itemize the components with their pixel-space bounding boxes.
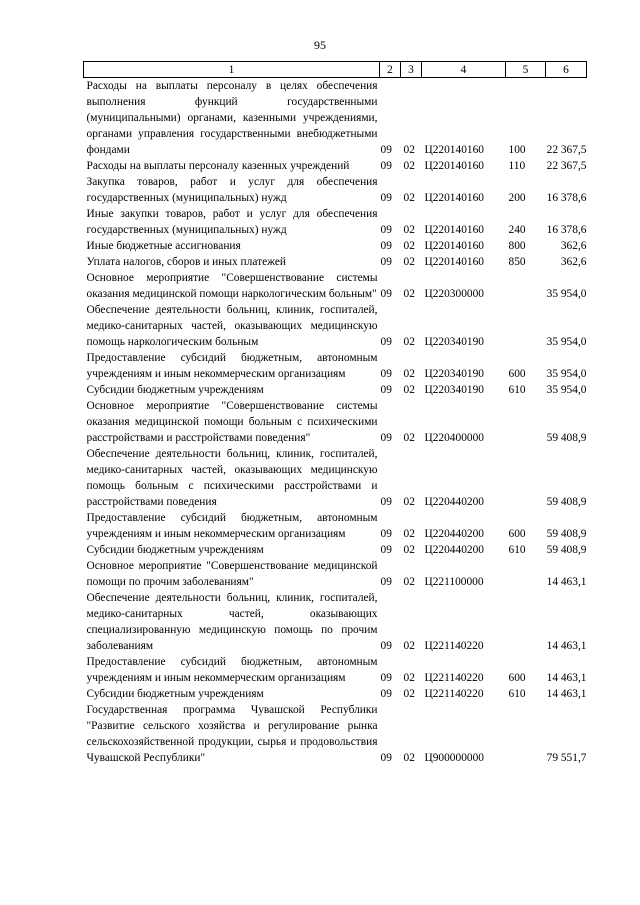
row-amount: 362,6: [560, 256, 587, 268]
row-amount: 59 408,9: [546, 528, 587, 540]
row-amount: 79 551,7: [546, 752, 587, 764]
row-name: Субсидии бюджетным учреждениям: [86, 544, 264, 556]
row-target-code: Ц220140160: [424, 144, 484, 156]
row-amount: 16 378,6: [546, 224, 587, 236]
header-row: [84, 62, 587, 78]
table-row: [84, 446, 587, 510]
row-section: 09: [380, 640, 392, 652]
row-target-code: Ц220300000: [424, 288, 484, 300]
table-row: [84, 174, 587, 206]
row-amount: 14 463,1: [546, 640, 587, 652]
row-expense-type: [506, 558, 546, 590]
row-section: 09: [380, 144, 392, 156]
row-subsection: 02: [403, 752, 415, 764]
row-name: Основное мероприятие "Совершенствование медицинской помощи по прочим заболеваниям": [86, 560, 378, 588]
row-section: 09: [380, 528, 392, 540]
row-subsection: 02: [403, 640, 415, 652]
row-section: 09: [380, 384, 392, 396]
row-expense-type: 610: [508, 544, 526, 556]
row-subsection: 02: [403, 432, 415, 444]
row-target-code: Ц221100000: [424, 576, 484, 588]
table-row: [84, 254, 587, 270]
table-row: [84, 542, 587, 558]
row-expense-type: [506, 302, 546, 350]
row-subsection: 02: [403, 256, 415, 268]
table-row: [84, 702, 587, 766]
row-subsection: 02: [403, 288, 415, 300]
row-target-code: Ц220340190: [424, 336, 484, 348]
row-target-code: Ц220400000: [424, 432, 484, 444]
row-amount: 362,6: [560, 240, 587, 252]
row-target-code: Ц220140160: [424, 192, 484, 204]
row-name: Закупка товаров, работ и услуг для обеспечения государственных (муниципальных) нужд: [86, 176, 378, 204]
row-target-code: Ц221140220: [424, 640, 484, 652]
row-expense-type: [506, 270, 546, 302]
table-row: [84, 302, 587, 350]
row-expense-type: 800: [508, 240, 526, 252]
row-amount: 22 367,5: [546, 144, 587, 156]
row-section: 09: [380, 160, 392, 172]
row-name: Государственная программа Чувашской Республики "Развитие сельского хозяйства и регулирование рынка сельскохозяйственной продукции, сырья и продовольствия Чувашской Республики": [86, 704, 378, 764]
row-expense-type: 600: [508, 672, 526, 684]
table-row: [84, 510, 587, 542]
table-body: [84, 78, 587, 767]
row-section: 09: [380, 368, 392, 380]
row-section: 09: [380, 256, 392, 268]
row-section: 09: [380, 432, 392, 444]
row-target-code: Ц220440200: [424, 496, 484, 508]
row-expense-type: [506, 702, 546, 766]
row-amount: 35 954,0: [546, 288, 587, 300]
row-target-code: Ц220440200: [424, 544, 484, 556]
row-expense-type: 100: [508, 144, 526, 156]
row-section: 09: [380, 224, 392, 236]
row-expense-type: [506, 446, 546, 510]
row-target-code: Ц221140220: [424, 688, 484, 700]
row-target-code: Ц220340190: [424, 368, 484, 380]
row-name: Иные бюджетные ассигнования: [86, 240, 241, 252]
row-section: 09: [380, 672, 392, 684]
header-col-4: 4: [422, 62, 506, 78]
row-amount: 16 378,6: [546, 192, 587, 204]
budget-table: [83, 61, 587, 766]
row-subsection: 02: [403, 224, 415, 236]
table-row: [84, 350, 587, 382]
table-row: [84, 158, 587, 174]
row-section: 09: [380, 496, 392, 508]
row-expense-type: 600: [508, 368, 526, 380]
row-name: Основное мероприятие "Совершенствование системы оказания медицинской помощи больным с психическими расстройствами и расстройствами поведения": [86, 400, 378, 444]
header-col-6: 6: [546, 62, 587, 78]
row-target-code: Ц900000000: [424, 752, 484, 764]
row-section: 09: [380, 576, 392, 588]
header-col-5: 5: [506, 62, 546, 78]
row-target-code: Ц220140160: [424, 224, 484, 236]
row-expense-type: 240: [508, 224, 526, 236]
row-name: Иные закупки товаров, работ и услуг для обеспечения государственных (муниципальных) нужд: [86, 208, 378, 236]
table-row: [84, 654, 587, 686]
row-target-code: Ц220140160: [424, 256, 484, 268]
row-subsection: 02: [403, 688, 415, 700]
row-name: Предоставление субсидий бюджетным, автономным учреждениям и иным некоммерческим организациям: [86, 352, 378, 380]
row-name: Субсидии бюджетным учреждениям: [86, 384, 264, 396]
row-subsection: 02: [403, 160, 415, 172]
row-name: Расходы на выплаты персоналу в целях обеспечения выполнения функций государственными (муниципальными) органами, казенными учреждениями, органами управления государственными внебюджетными фондами: [86, 80, 378, 156]
table-row: [84, 686, 587, 702]
row-subsection: 02: [403, 672, 415, 684]
table-row: [84, 270, 587, 302]
row-subsection: 02: [403, 336, 415, 348]
row-subsection: 02: [403, 496, 415, 508]
row-amount: 14 463,1: [546, 688, 587, 700]
row-subsection: 02: [403, 576, 415, 588]
row-amount: 14 463,1: [546, 576, 587, 588]
row-section: 09: [380, 752, 392, 764]
row-name: Уплата налогов, сборов и иных платежей: [86, 256, 286, 268]
row-name: Основное мероприятие "Совершенствование системы оказания медицинской помощи наркологическим больным": [86, 272, 378, 300]
row-subsection: 02: [403, 240, 415, 252]
row-section: 09: [380, 688, 392, 700]
row-expense-type: [506, 398, 546, 446]
row-subsection: 02: [403, 384, 415, 396]
row-section: 09: [380, 544, 392, 556]
row-target-code: Ц220140160: [424, 160, 484, 172]
row-subsection: 02: [403, 144, 415, 156]
row-target-code: Ц220340190: [424, 384, 484, 396]
row-section: 09: [380, 288, 392, 300]
row-amount: 59 408,9: [546, 432, 587, 444]
row-amount: 59 408,9: [546, 544, 587, 556]
row-expense-type: 600: [508, 528, 526, 540]
header-col-3: 3: [401, 62, 422, 78]
table-row: [84, 382, 587, 398]
header-col-2: 2: [380, 62, 401, 78]
row-amount: 59 408,9: [546, 496, 587, 508]
row-expense-type: 110: [508, 160, 526, 172]
row-section: 09: [380, 192, 392, 204]
row-amount: 35 954,0: [546, 384, 587, 396]
row-name: Обеспечение деятельности больниц, клиник, госпиталей, медико-санитарных частей, оказывающих специализированную медицинскую помощь по прочим заболеваниям: [86, 592, 378, 652]
row-subsection: 02: [403, 544, 415, 556]
row-subsection: 02: [403, 192, 415, 204]
row-name: Субсидии бюджетным учреждениям: [86, 688, 264, 700]
row-name: Расходы на выплаты персоналу казенных учреждений: [86, 160, 350, 172]
row-section: 09: [380, 240, 392, 252]
row-name: Предоставление субсидий бюджетным, автономным учреждениям и иным некоммерческим организациям: [86, 512, 378, 540]
row-name: Предоставление субсидий бюджетным, автономным учреждениям и иным некоммерческим организациям: [86, 656, 378, 684]
row-name: Обеспечение деятельности больниц, клиник, госпиталей, медико-санитарных частей, оказывающих медицинскую помощь больным с психическими расстройствами и расстройствами поведения: [86, 448, 378, 508]
table-row: [84, 558, 587, 590]
row-target-code: Ц221140220: [424, 672, 484, 684]
header-col-1: 1: [84, 62, 380, 78]
row-section: 09: [380, 336, 392, 348]
row-target-code: Ц220440200: [424, 528, 484, 540]
table-row: [84, 238, 587, 254]
row-subsection: 02: [403, 528, 415, 540]
row-subsection: 02: [403, 368, 415, 380]
page-number: 95: [314, 38, 326, 52]
row-expense-type: 610: [508, 384, 526, 396]
row-expense-type: 610: [508, 688, 526, 700]
row-target-code: Ц220140160: [424, 240, 484, 252]
row-amount: 35 954,0: [546, 336, 587, 348]
table-row: [84, 206, 587, 238]
row-amount: 14 463,1: [546, 672, 587, 684]
row-name: Обеспечение деятельности больниц, клиник, госпиталей, медико-санитарных частей, оказывающих медицинскую помощь наркологическим больным: [86, 304, 378, 348]
row-amount: 35 954,0: [546, 368, 587, 380]
row-expense-type: 850: [508, 256, 526, 268]
table-row: [84, 398, 587, 446]
table-row: [84, 78, 587, 159]
row-expense-type: [506, 590, 546, 654]
table-row: [84, 590, 587, 654]
row-amount: 22 367,5: [546, 160, 587, 172]
table-header: [84, 62, 587, 78]
row-expense-type: 200: [508, 192, 526, 204]
